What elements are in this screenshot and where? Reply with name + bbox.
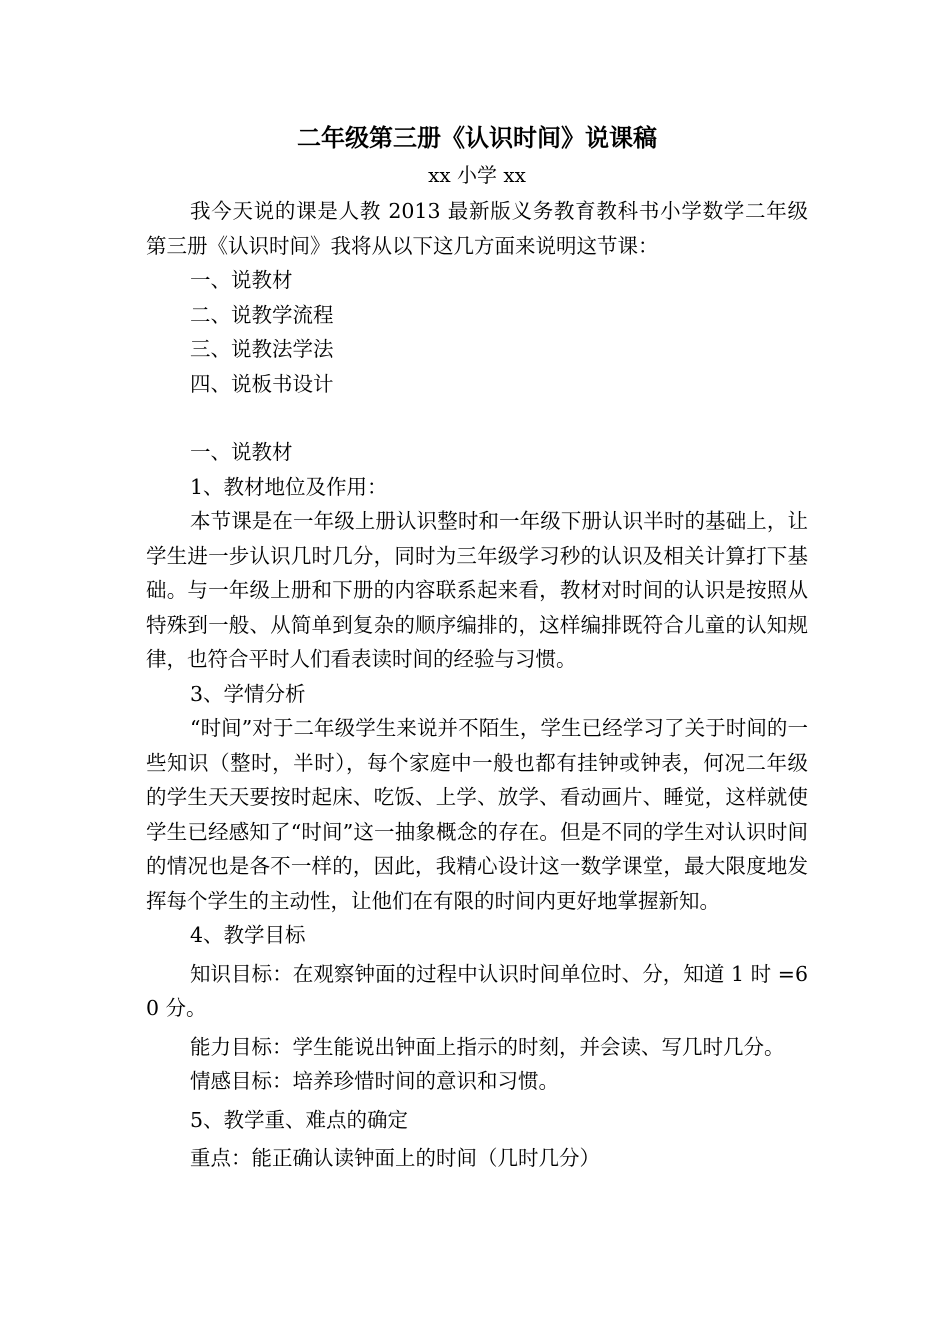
- subsection-4-heading: 4、教学目标: [190, 923, 306, 947]
- subsection-3-body: “时间”对于二年级学生来说并不陌生，学生已经学习了关于时间的一些知识（整时，半时），每个家庭中一般也都有挂钟或钟表，何况二年级的学生天天要按时起床、吃饭、上学、放学、看动画片、睡觉，这样就使学生已经感知了“时间”这一抽象概念的存在。但是不同的学生对认识时间的情况也是各不一样的，因此，我精心设计这一数学课堂，最大限度地发挥每个学生的主动性，让他们在有限的时间内更好地掌握新知。: [146, 716, 808, 913]
- subsection-3-heading: 3、学情分析: [190, 681, 306, 706]
- key-point: 重点：能正确认读钟面上的时间（几时几分）: [190, 1146, 600, 1170]
- document-title: 二年级第三册《认识时间》说课稿: [297, 123, 657, 152]
- goal-emotion: 情感目标：培养珍惜时间的意识和习惯。: [190, 1069, 559, 1093]
- goal-ability: 能力目标：学生能说出钟面上指示的时刻，并会读、写几时几分。: [190, 1034, 785, 1059]
- outline-item-2: 二、说教学流程: [190, 302, 334, 327]
- intro-paragraph: 我今天说的课是人教 2013 最新版义务教育教科书小学数学二年级第三册《认识时间》我将从以下这几方面来说明这节课：: [146, 199, 808, 258]
- outline-item-3: 三、说教法学法: [190, 337, 334, 361]
- subsection-1-heading: 1、教材地位及作用：: [190, 474, 388, 499]
- outline-item-4: 四、说板书设计: [190, 371, 334, 396]
- subsection-1-body: 本节课是在一年级上册认识整时和一年级下册认识半时的基础上，让学生进一步认识几时几分，同时为三年级学习秒的认识及相关计算打下基础。与一年级上册和下册的内容联系起来看，教材对时间的认识是按照从特殊到一般、从简单到复杂的顺序编排的，这样编排既符合儿童的认知规律，也符合平时人们看表读时间的经验与习惯。: [146, 509, 808, 671]
- section-1-heading: 一、说教材: [190, 440, 293, 464]
- blank-line: [146, 401, 808, 435]
- document-author: xx 小学 xx: [428, 163, 526, 187]
- outline-item-1: 一、说教材: [190, 268, 293, 292]
- document-page: [146, 118, 808, 1176]
- subsection-5-heading: 5、教学重、难点的确定: [190, 1107, 409, 1132]
- goal-knowledge: 知识目标：在观察钟面的过程中认识时间单位时、分，知道 1 时 =60 分。: [146, 961, 808, 1020]
